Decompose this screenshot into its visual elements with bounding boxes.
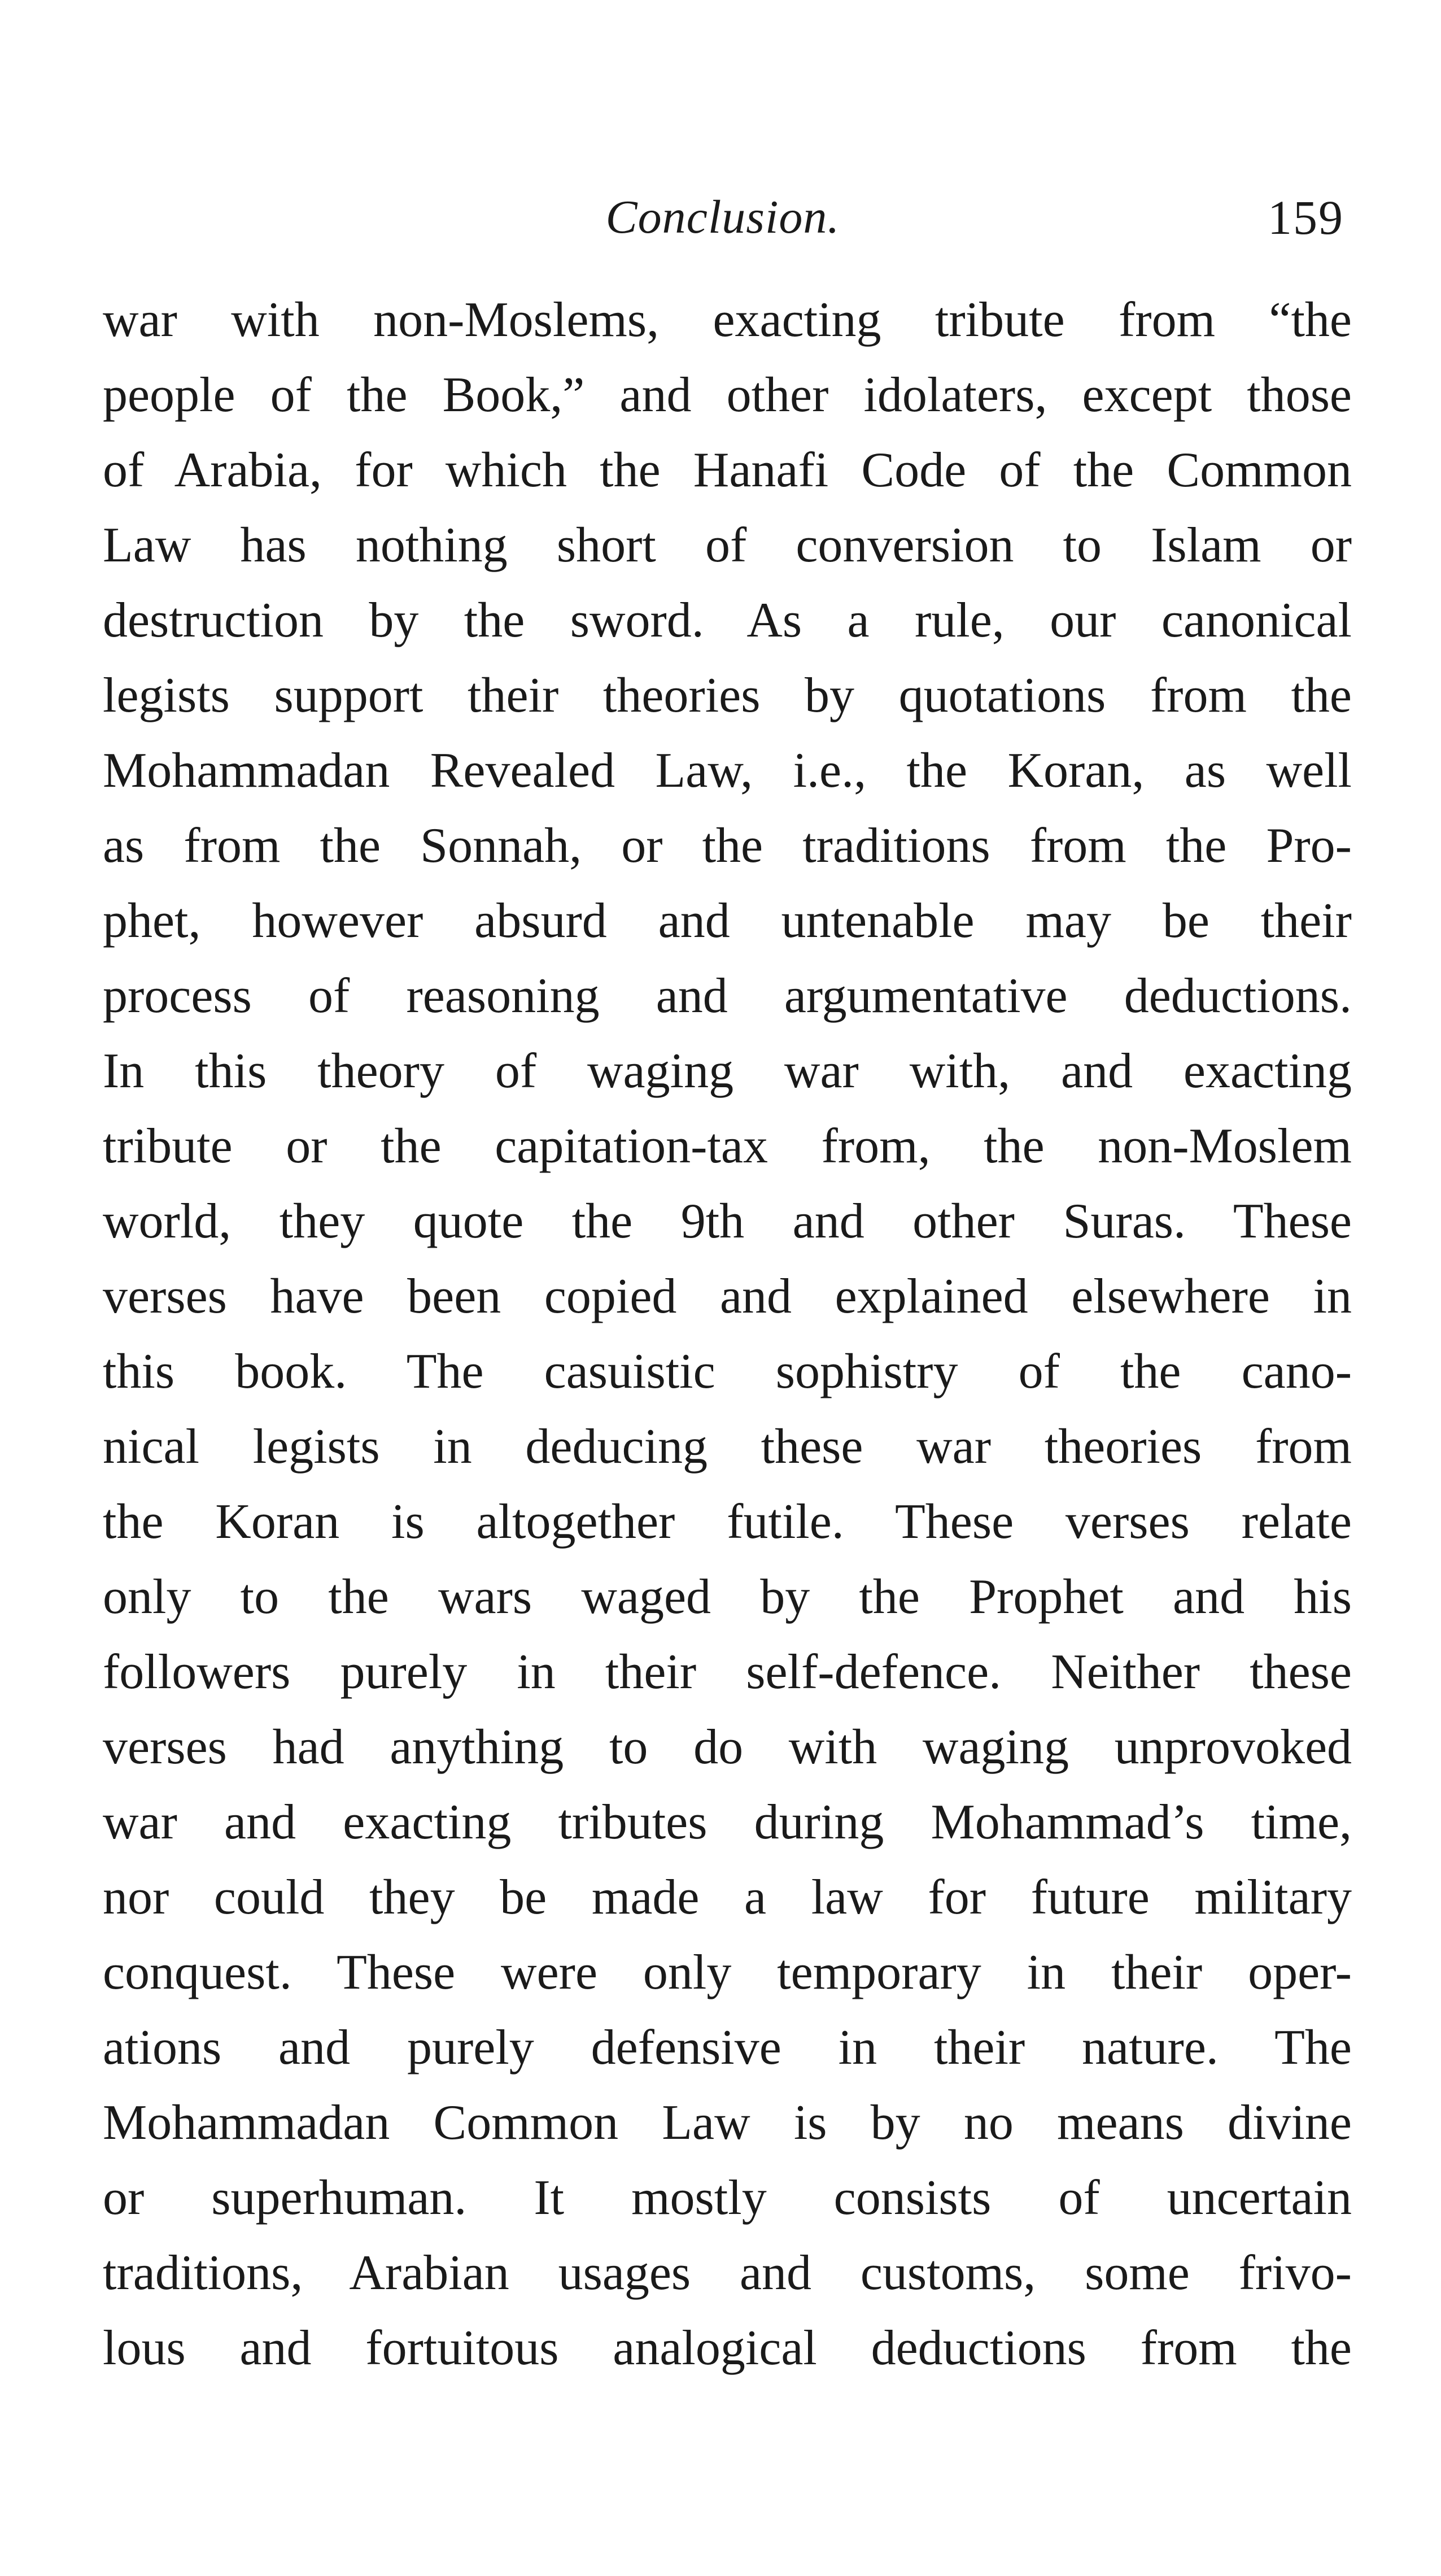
text-line: Law has nothing short of conversion to Islam or [103,518,1352,573]
text-line: phet, however absurd and untenable may be their [103,893,1352,948]
text-line: nical legists in deducing these war theories from [103,1419,1352,1474]
text-line: lous and fortuitous analogical deductions from the [103,2321,1352,2376]
running-head [102,186,1344,249]
text-line: Mohammadan Revealed Law, i.e., the Koran, as well [103,743,1352,798]
text-line: verses have been copied and explained elsewhere in [103,1269,1352,1324]
text-line: ations and purely defensive in their nature. The [103,2020,1352,2075]
text-line: legists support their theories by quotations from the [103,668,1352,723]
running-title: Conclusion. [605,191,840,243]
text-line: the Koran is altogether futile. These verses relate [103,1494,1352,1549]
text-line: destruction by the sword. As a rule, our canonical [103,593,1352,648]
text-line: war and exacting tributes during Mohammad’s time, [103,1795,1352,1850]
text-line: conquest. These were only temporary in their oper- [103,1945,1352,2000]
text-line: as from the Sonnah, or the traditions from the Pro- [103,818,1352,873]
text-line: Mohammadan Common Law is by no means divine [103,2095,1352,2150]
body-text [103,282,1352,2386]
text-line: nor could they be made a law for future military [103,1870,1352,1925]
text-line: process of reasoning and argumentative deductions. [103,969,1352,1023]
text-line: this book. The casuistic sophistry of the cano- [103,1344,1352,1399]
text-line: traditions, Arabian usages and customs, some frivo- [103,2246,1352,2300]
text-line: war with non-Moslems, exacting tribute from “the [103,293,1352,347]
text-line: In this theory of waging war with, and exacting [103,1044,1352,1099]
text-line: people of the Book,” and other idolaters, except those [103,368,1352,422]
text-line: world, they quote the 9th and other Suras. These [103,1194,1352,1249]
text-line: tribute or the capitation-tax from, the non-Moslem [103,1119,1352,1174]
text-line: or superhuman. It mostly consists of uncertain [103,2170,1352,2225]
page-number: 159 [1268,190,1344,245]
text-line: followers purely in their self-defence. Neither these [103,1645,1352,1699]
text-line: only to the wars waged by the Prophet and his [103,1570,1352,1624]
text-line: of Arabia, for which the Hanafi Code of the Common [103,443,1352,498]
text-line: verses had anything to do with waging unprovoked [103,1720,1352,1775]
